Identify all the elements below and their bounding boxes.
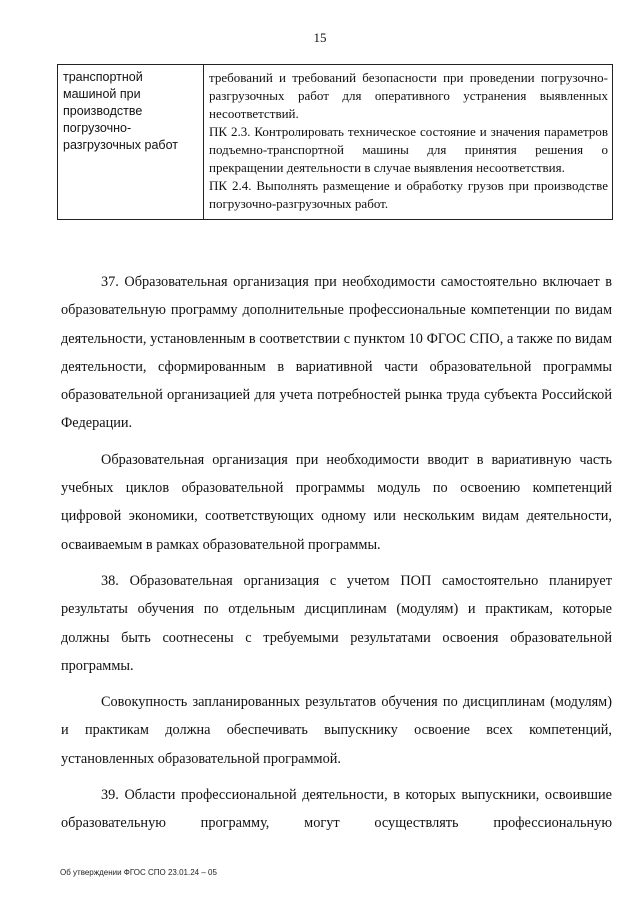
paragraph-38-results: Совокупность запланированных результатов обучения по дисциплинам (модулям) и практикам должна обеспечивать выпускнику освоение всех компетенций, установленных образовательной программой. — [61, 694, 612, 767]
competency-text: требований и требований безопасности при проведении погрузочно-разгрузочных работ для оперативного устранения выявленных несоответствий. — [209, 70, 608, 121]
competency-table — [57, 64, 613, 220]
paragraph-37: 37. Образовательная организация при необходимости самостоятельно включает в образовательную программу дополнительные профессиональные компетенции по видам деятельности, установленным в соответствии с пунктом 10 ФГОС СПО, а также по видам деятельности, сформированным в вариативной части образовательной программы образовательной организацией для учета потребностей рынка труда субъекта Российской Федерации. — [61, 274, 612, 432]
paragraph-39: 39. Области профессиональной деятельности, в которых выпускники, освоившие образовательную программу, могут осуществлять профессиональную — [61, 787, 612, 832]
competency-pk-2-4: ПК 2.4. Выполнять размещение и обработку грузов при производстве погрузочно-разгрузочных работ. — [209, 178, 608, 211]
table-row — [58, 65, 613, 220]
table-cell-activity: транспортной машиной при производстве погрузочно-разгрузочных работ — [58, 65, 204, 220]
paragraph-37-digital: Образовательная организация при необходимости вводит в вариативную часть учебных циклов образовательной программы модуль по освоению компетенций цифровой экономики, соответствующих одному или нескольким видам деятельности, осваиваемым в рамках образовательной программы. — [61, 451, 612, 553]
table-cell-competencies — [204, 65, 613, 220]
competency-pk-2-3: ПК 2.3. Контролировать техническое состояние и значения параметров подъемно-транспортной машины для принятия решения о прекращении деятельности в случае выявления несоответствия. — [209, 124, 608, 175]
document-body — [61, 268, 612, 846]
paragraph-38: 38. Образовательная организация с учетом ПОП самостоятельно планирует результаты обучения по отдельным дисциплинам (модулям) и практикам, которые должны быть соотнесены с требуемыми результатами освоения образовательной программы. — [61, 572, 612, 674]
page-number: 15 — [313, 30, 327, 45]
document-footer: Об утверждении ФГОС СПО 23.01.24 – 05 — [60, 868, 217, 877]
